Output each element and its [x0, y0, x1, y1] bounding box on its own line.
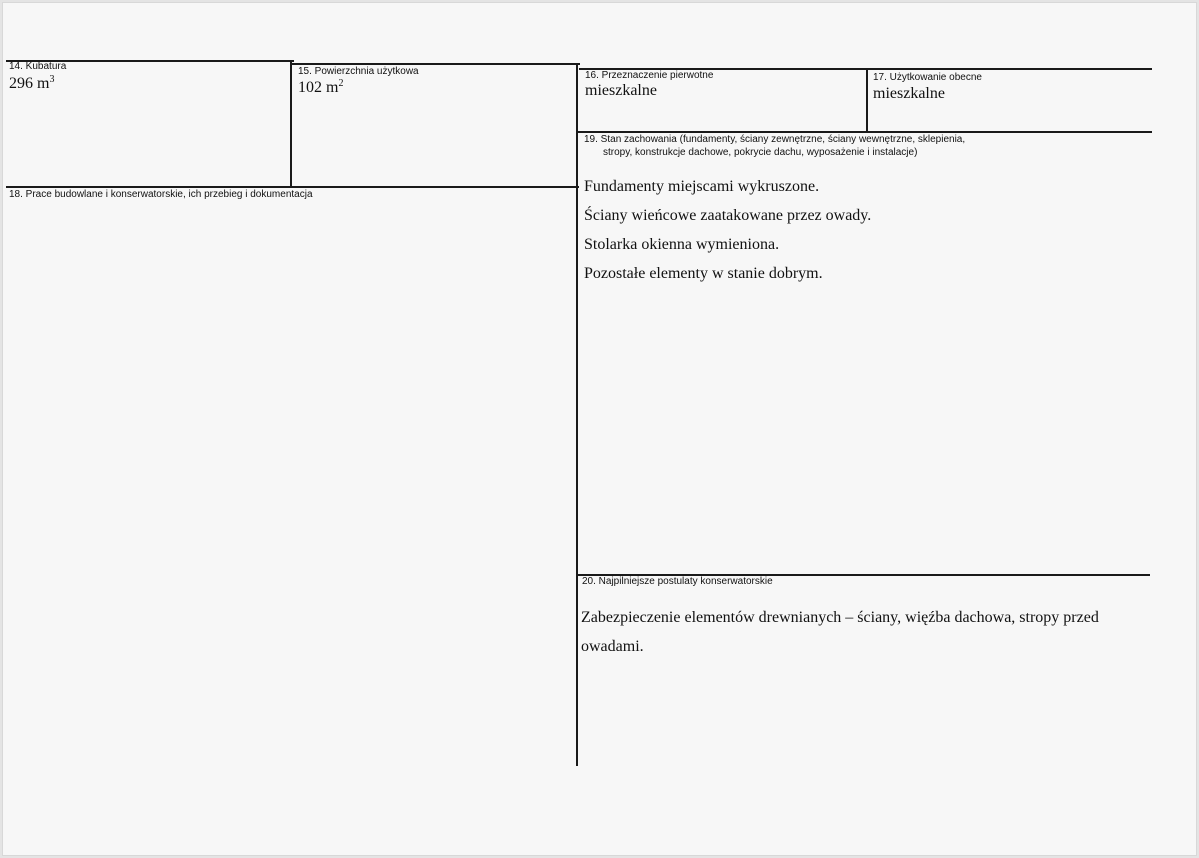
field-19-label-line1: 19. Stan zachowania (fundamenty, ściany zewnętrzne, ściany wewnętrzne, sklepienia, [584, 134, 966, 145]
field-19-content [584, 172, 871, 288]
field-14-label: 14. Kubatura [9, 61, 67, 72]
field-19-line: Stolarka okienna wymieniona. [584, 236, 780, 253]
field-19-line: Pozostałe elementy w stanie dobrym. [584, 265, 823, 282]
field-15-number: 102 m [298, 79, 339, 96]
field-16-value: mieszkalne [585, 82, 657, 99]
rule-19-top [578, 131, 1152, 133]
field-19-label-line2: stropy, konstrukcje dachowe, pokrycie dachu, wyposażenie i instalacje) [603, 147, 918, 158]
rule-v-14-15 [290, 60, 292, 187]
field-17-label: 17. Użytkowanie obecne [873, 72, 982, 83]
field-18-label: 18. Prace budowlane i konserwatorskie, ich przebieg i dokumentacja [9, 189, 313, 200]
field-19-line: Fundamenty miejscami wykruszone. [584, 178, 820, 195]
field-14-exponent: 3 [49, 74, 55, 85]
rule-v-16-17 [866, 68, 868, 132]
field-16-label: 16. Przeznaczenie pierwotne [585, 70, 714, 81]
field-20-content: Zabezpieczenie elementów drewnianych – ściany, więźba dachowa, stropy przed owadami. [581, 609, 1099, 655]
field-15-exponent: 2 [338, 78, 344, 89]
rule-v-main [576, 64, 578, 766]
rule-top-mid [292, 63, 580, 65]
field-19-line: Ściany wieńcowe zaatakowane przez owady. [584, 207, 872, 224]
field-15-label: 15. Powierzchnia użytkowa [298, 66, 419, 77]
field-14-number: 296 m [9, 75, 50, 92]
field-15-value [298, 79, 343, 97]
rule-18-top [6, 186, 579, 188]
field-20-label: 20. Najpilniejsze postulaty konserwatorskie [582, 576, 773, 587]
field-17-value: mieszkalne [873, 85, 945, 102]
field-14-value [9, 75, 54, 93]
form-sheet [2, 2, 1197, 856]
